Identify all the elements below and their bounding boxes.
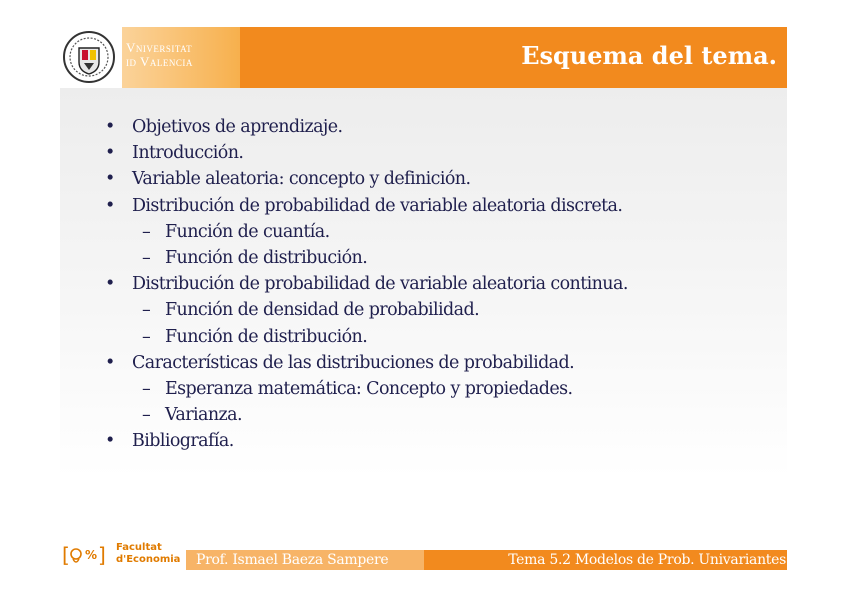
faculty-name: [116, 542, 180, 566]
university-name: [126, 41, 193, 69]
outline-subitem: [72, 297, 628, 323]
outline-subitem: [72, 324, 628, 350]
outline-item-text: Varianza.: [165, 405, 242, 426]
outline-item-text: Esperanza matemática: Concepto y propiedades.: [165, 379, 573, 400]
dash-marker: –: [142, 326, 151, 347]
svg-text:[: [: [62, 543, 70, 567]
university-logo: [60, 27, 240, 88]
university-name-line2: id Valencia: [126, 54, 193, 69]
faculty-name-line1: Facultat: [116, 542, 162, 553]
outline-item: [72, 140, 628, 166]
bullet-marker: •: [105, 195, 115, 216]
outline-item-text: Distribución de probabilidad de variable aleatoria discreta.: [132, 195, 623, 216]
university-name-line1: Vniversitat: [126, 40, 193, 55]
footer-author: Prof. Ismael Baeza Sampere: [196, 552, 389, 568]
footer-topic: Tema 5.2 Modelos de Prob. Univariantes: [508, 552, 786, 568]
outline-item: [72, 166, 628, 192]
dash-marker: –: [142, 248, 151, 269]
bullet-marker: •: [105, 143, 115, 164]
bullet-marker: •: [105, 274, 115, 295]
outline-item: [72, 271, 628, 297]
bullet-marker: •: [105, 169, 115, 190]
outline-item-text: Características de las distribuciones de probabilidad.: [132, 352, 575, 373]
dash-marker: –: [142, 221, 151, 242]
outline-item: [72, 428, 628, 454]
bullet-marker: •: [105, 117, 115, 137]
outline-item-text: Función de distribución.: [165, 248, 368, 269]
svg-text:%: %: [85, 548, 98, 562]
outline-item-text: Objetivos de aprendizaje.: [132, 117, 343, 137]
outline-item-text: Función de distribución.: [165, 326, 368, 347]
bullet-marker: •: [105, 431, 115, 452]
university-seal-icon: [62, 30, 116, 84]
slide-header: [60, 27, 787, 88]
outline-subitem: [72, 402, 628, 428]
outline-item-text: Variable aleatoria: concepto y definición.: [132, 169, 471, 190]
outline-item: [72, 114, 628, 140]
outline-item: [72, 193, 628, 219]
bullet-marker: •: [105, 352, 115, 373]
outline-subitem: [72, 245, 628, 271]
outline-item-text: Bibliografía.: [132, 431, 234, 452]
dash-marker: –: [142, 379, 151, 400]
dash-marker: –: [142, 405, 151, 426]
outline-item-text: Función de cuantía.: [165, 221, 330, 242]
outline-subitem: [72, 376, 628, 402]
outline-item: [72, 350, 628, 376]
outline-list: [72, 114, 628, 455]
slide-title: Esquema del tema.: [521, 41, 777, 70]
outline-subitem: [72, 219, 628, 245]
svg-text:]: ]: [98, 543, 106, 567]
outline-item-text: Distribución de probabilidad de variable aleatoria continua.: [132, 274, 628, 295]
outline-item-text: Función de densidad de probabilidad.: [165, 300, 480, 321]
dash-marker: –: [142, 300, 151, 321]
faculty-name-line2: d'Economia: [116, 554, 181, 565]
outline-item-text: Introducción.: [132, 143, 244, 164]
